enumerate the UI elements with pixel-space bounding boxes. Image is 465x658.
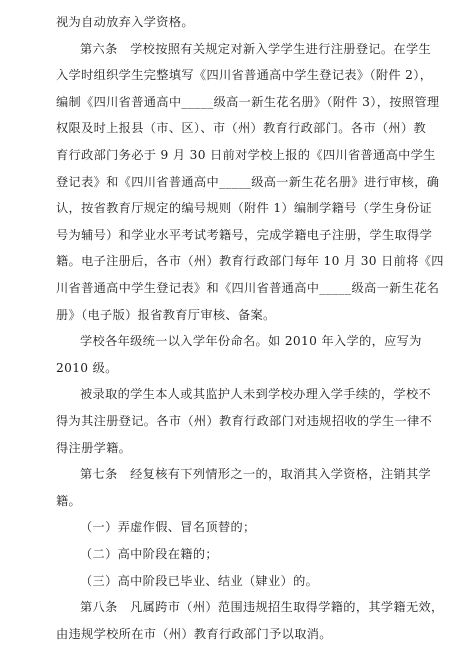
text-line: 籍。电子注册后，各市（州）教育行政部门每年 10 月 30 日前将《四	[56, 254, 444, 269]
text-line: 编制《四川省普通高中_____级高一新生花名册》（附件 3），按照管理	[56, 94, 440, 109]
text-line: 川省普通高中学生登记表》和《四川省普通高中_____级高一新生花名	[56, 281, 440, 295]
list-item: （二）高中阶段在籍的；	[80, 547, 218, 561]
text-line: 得注册学籍。	[56, 440, 132, 455]
text-line: 得为其注册登记。各市（州）教育行政部门对违规招收的学生一律不	[56, 414, 433, 428]
paragraph-first-line: 被录取的学生本人或其监护人未到学校办理入学手续的，学校不	[80, 387, 432, 402]
text-line: 认，按省教育厅规定的编号规则（附件 1）编制学籍号（学生身份证	[56, 201, 432, 216]
article-8-heading-line: 第八条 凡属跨市（州）范围违规招生取得学籍的，其学籍无效，	[80, 600, 444, 615]
text-line: 登记表》和《四川省普通高中_____级高一新生花名册》进行审核，确	[56, 174, 440, 189]
paragraph-first-line: 学校各年级统一以入学年份命名。如 2010 年入学的，应写为	[80, 334, 422, 349]
article-6-heading-line: 第六条 学校按照有关规定对新入学学生进行注册登记。在学生	[80, 41, 432, 56]
article-7-heading-line: 第七条 经复核有下列情形之一的，取消其入学资格，注销其学	[80, 467, 432, 482]
text-line: 号为辅号）和学业水平考试考籍号，完成学籍电子注册，学生取得学	[56, 227, 433, 242]
text-line: 籍。	[56, 493, 82, 508]
text-line: 册》（电子版）报省教育厅审核、备案。	[56, 307, 276, 322]
text-line: 入学时组织学生完整填写《四川省普通高中学生登记表》（附件 2），	[56, 68, 433, 83]
list-item: （三）高中阶段已毕业、结业（肄业）的。	[80, 573, 319, 588]
text-line: 权限及时上报县（市、区）、市（州）教育行政部门。各市（州）教	[56, 121, 427, 136]
text-line: 由违规学校所在市（州）教育行政部门予以取消。	[56, 626, 332, 641]
text-line: 2010 级。	[56, 360, 118, 375]
text-line: 育行政部门务必于 9 月 30 日前对学校上报的《四川省普通高中学生	[56, 148, 436, 162]
text-line: 视为自动放弃入学资格。	[56, 15, 194, 29]
list-item: （一）弄虚作假、冒名顶替的；	[80, 520, 256, 535]
